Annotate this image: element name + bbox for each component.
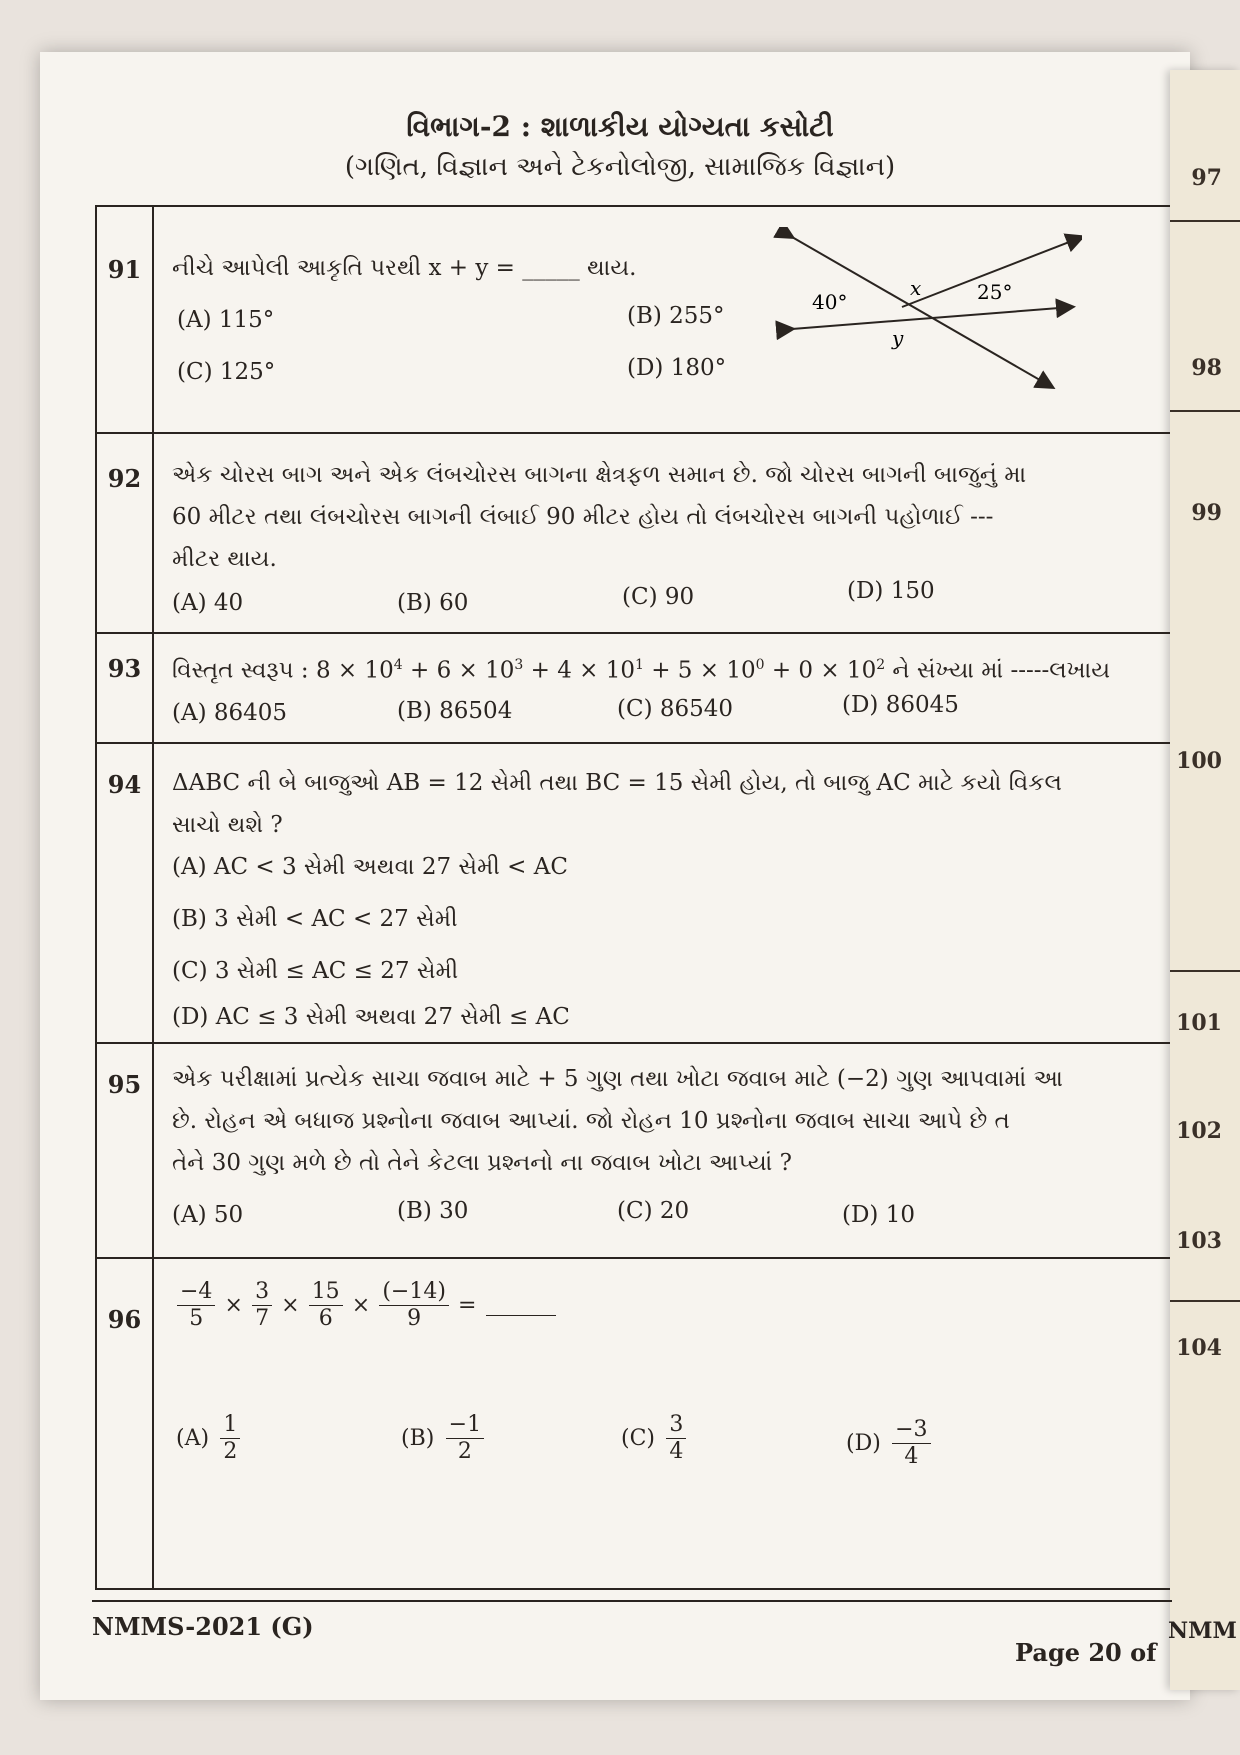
divider [1170, 1300, 1240, 1302]
option-d: (D) 86045 [842, 692, 959, 718]
side-number: 103 [1176, 1228, 1222, 1254]
exponent: 2 [876, 657, 886, 673]
expr-part: + 5 × 10 [643, 657, 756, 684]
angle-label: 25° [977, 280, 1013, 304]
divider [1170, 220, 1240, 222]
question-table [95, 205, 1170, 1590]
divider [1170, 970, 1240, 972]
exponent: 3 [514, 657, 524, 673]
question-number: 91 [107, 255, 142, 284]
text-line: ΔABC ની બે બાજુઓ AB = 12 સેમી તથા BC = 15 સેમી હોય, તો બાજુ AC માટે કયો વિકલ [172, 770, 1062, 796]
fraction: $\frac{3}{7}$ [252, 1279, 272, 1332]
answer-blank [486, 1295, 556, 1316]
question-text: નીચે આપેલી આકૃતિ પરથી x + y = _____ થાય. [172, 255, 637, 281]
question-text [172, 454, 1160, 580]
option-d: (D) AC ≤ 3 સેમી અથવા 27 સેમી ≤ AC [172, 1004, 570, 1030]
exponent: 4 [393, 657, 403, 673]
equals-sign: = [458, 1293, 477, 1318]
text-line: મીટર થાય. [172, 546, 277, 572]
option-c: (C) 90 [622, 584, 695, 610]
divider [1170, 410, 1240, 412]
expr-part: + 6 × 10 [402, 657, 515, 684]
question-number: 95 [107, 1070, 142, 1099]
text-line: એક પરીક્ષામાં પ્રત્યેક સાચા જવાબ માટે + 5 ગુણ તથા ખોટા જવાબ માટે (−2) ગુણ આપવામાં આ [172, 1066, 1063, 1092]
option-b: (B) 3 સેમી < AC < 27 સેમી [172, 906, 458, 932]
option-b: (B) 255° [627, 303, 725, 329]
option-c: (C) 86540 [617, 696, 734, 722]
text-line: 60 મીટર તથા લંબચોરસ બાગની લંબાઈ 90 મીટર હોય તો લંબચોરસ બાગની પહોળાઈ --- [172, 504, 994, 530]
expr-part: વિસ્તૃત સ્વરૂપ : 8 × 10 [172, 657, 394, 684]
text-line: સાચો થશે ? [172, 812, 283, 838]
fraction-expression [177, 1279, 556, 1332]
option-b: (B) 86504 [397, 698, 513, 724]
option-c: (C) 3 સેમી ≤ AC ≤ 27 સેમી [172, 958, 459, 984]
question-row-96 [97, 1257, 1170, 1588]
question-text [172, 1058, 1160, 1184]
option-d: (D) 150 [847, 578, 935, 604]
times-sign: × [224, 1293, 243, 1318]
option-a: (A) 50 [172, 1202, 244, 1228]
question-row-92 [97, 432, 1170, 634]
expr-part: + 0 × 10 [764, 657, 877, 684]
side-number: 102 [1176, 1118, 1222, 1144]
page-number: Page 20 of [1015, 1638, 1157, 1667]
option-a: (A) $\frac{1}{2}$ [172, 1412, 240, 1465]
option-d: (D) 10 [842, 1202, 915, 1228]
question-row-93 [97, 632, 1170, 744]
times-sign: × [351, 1293, 371, 1318]
question-text [172, 644, 1160, 692]
next-page-edge [1170, 70, 1240, 1690]
question-row-95 [97, 1042, 1170, 1259]
question-number: 96 [107, 1305, 142, 1334]
fraction: $\frac{(-14)}{9}$ [379, 1279, 449, 1332]
option-b: (B) 30 [397, 1198, 469, 1224]
question-number: 92 [107, 464, 142, 493]
side-number: 99 [1191, 500, 1222, 526]
question-number: 94 [107, 770, 142, 799]
option-c: (C) 20 [617, 1198, 690, 1224]
question-row-91 [97, 207, 1170, 434]
text-line: તેને 30 ગુણ મળે છે તો તેને કેટલા પ્રશ્નનો ના જવાબ ખોટા આપ્યાં ? [172, 1150, 792, 1176]
side-number: 98 [1191, 355, 1222, 381]
section-subtitle: (ગણિત, વિજ્ઞાન અને ટેકનોલોજી, સામાજિક વિજ્ઞાન) [344, 152, 896, 182]
next-page-code: NMM [1168, 1618, 1237, 1644]
angle-label: y [892, 326, 904, 350]
option-a: (A) 40 [172, 590, 244, 616]
option-a: (A) 115° [177, 307, 275, 333]
section-title: વિભાગ-2 : શાળાકીય યોગ્યતા કસોટી [406, 110, 834, 143]
question-row-94 [97, 742, 1170, 1044]
option-d: (D) 180° [627, 355, 727, 381]
footer-rule [92, 1600, 1172, 1602]
expr-part: + 4 × 10 [523, 657, 635, 684]
option-c: (C) 125° [177, 359, 276, 385]
times-sign: × [281, 1293, 300, 1318]
exponent: 1 [634, 657, 644, 673]
question-text [172, 762, 1160, 846]
exponent: 0 [755, 657, 765, 673]
fraction: $\frac{15}{6}$ [309, 1279, 343, 1332]
side-number: 101 [1176, 1010, 1222, 1036]
exam-code: NMMS-2021 (G) [92, 1612, 314, 1641]
option-d: (D) $\frac{-3}{4}$ [842, 1417, 931, 1470]
option-c: (C) $\frac{3}{4}$ [617, 1412, 686, 1465]
angle-label: x [910, 276, 922, 300]
option-a: (A) AC < 3 સેમી અથવા 27 સેમી < AC [172, 854, 568, 880]
angle-figure [752, 227, 1082, 397]
text-line: એક ચોરસ બાગ અને એક લંબચોરસ બાગના ક્ષેત્રફળ સમાન છે. જો ચોરસ બાગની બાજુનું મા [172, 462, 1027, 488]
option-a: (A) 86405 [172, 700, 288, 726]
text-line: છે. રોહન એ બધાજ પ્રશ્નોના જવાબ આપ્યાં. જો રોહન 10 પ્રશ્નોના જવાબ સાચા આપે છે ત [172, 1108, 1010, 1134]
side-number: 97 [1191, 165, 1222, 191]
option-b: (B) 60 [397, 590, 469, 616]
expr-part: ને સંખ્યા માં -----લખાય [885, 657, 1111, 684]
side-number: 100 [1176, 748, 1222, 774]
fraction: $\frac{-4}{5}$ [177, 1279, 215, 1332]
side-number: 104 [1176, 1335, 1222, 1361]
question-number: 93 [107, 654, 142, 683]
option-b: (B) $\frac{-1}{2}$ [397, 1412, 484, 1465]
angle-label: 40° [812, 290, 848, 314]
